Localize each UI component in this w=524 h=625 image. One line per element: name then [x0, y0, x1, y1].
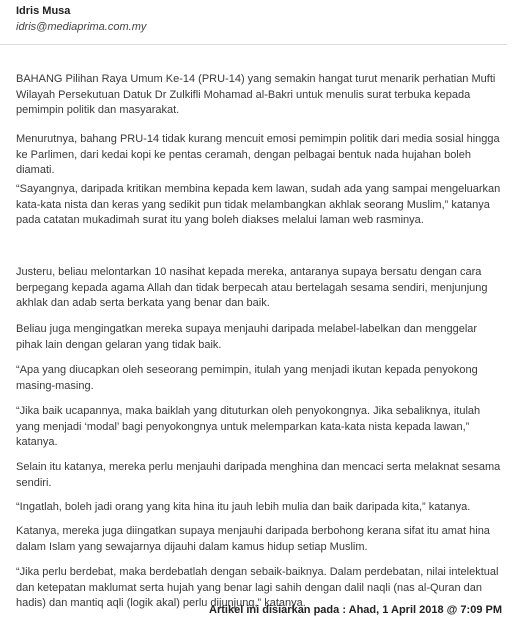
article-paragraph: “Jika perlu berdebat, maka berdebatlah dengan sebaik-baiknya. Dalam perdebatan, nilai intelektual dan ketepatan maklumat serta hujah yang benar lagi sahih dengan dalil naqli (nas al-Quran dan hadis) dan mantiq aqli (logik akal) perlu dijunjung,” katanya. — [16, 566, 499, 610]
author-name[interactable]: Idris Musa — [16, 5, 71, 17]
article-paragraph: Justeru, beliau melontarkan 10 nasihat kepada mereka, antaranya supaya bersatu dengan cara berpegang kepada agama Allah dan tidak berpecah atau bertelagah sesama sendiri, menjunjung akhlak dan adab serta berkata yang benar dan baik. — [16, 266, 488, 310]
article-paragraph: Katanya, mereka juga diingatkan supaya menjauhi daripada berbohong kerana sifat itu amat hina dalam Islam yang sewajarnya dijauhi dalam kamus hidup setiap Muslim. — [16, 525, 490, 553]
article-paragraph: Menurutnya, bahang PRU-14 tidak kurang mencuit emosi pemimpin politik dari media sosial hingga ke Parlimen, dari kedai kopi ke pentas ceramah, dengan pelbagai bentuk nada hujahan boleh diamati. — [16, 133, 500, 177]
article-paragraph: “Sayangnya, daripada kritikan membina kepada kem lawan, sudah ada yang sampai mengeluarkan kata-kata nista dan keras yang sedikit pun tidak melambangkan akhlak seorang Muslim,” katanya pada catatan mukadimah surat itu yang boleh diakses melalui laman web rasminya. — [16, 183, 501, 227]
article-paragraph: “Ingatlah, boleh jadi orang yang kita hina itu jauh lebih mulia dan baik daripada kita,” katanya. — [16, 501, 471, 513]
article-paragraph: “Apa yang diucapkan oleh seseorang pemimpin, itulah yang menjadi ikutan kepada penyokong masing-masing. — [16, 364, 478, 392]
article-paragraph: Beliau juga mengingatkan mereka supaya menjauhi daripada melabel-labelkan dan menggelar pihak lain dengan gelaran yang tidak baik. — [16, 323, 478, 351]
article-paragraph: “Jika baik ucapannya, maka baiklah yang dituturkan oleh penyokongnya. Jika sebaliknya, itulah yang menjadi ‘modal’ bagi penyokongnya untuk melemparkan kata-kata nista kepada lawan,” katanya. — [16, 405, 481, 449]
author-email[interactable]: idris@mediaprima.com.my — [16, 21, 147, 33]
author-box — [0, 0, 507, 45]
article-paragraph: Selain itu katanya, mereka perlu menjauhi daripada menghina dan mencaci serta melaknat sesama sendiri. — [16, 461, 501, 489]
publish-date: Artikel ini disiarkan pada : Ahad, 1 April 2018 @ 7:09 PM — [209, 604, 502, 616]
article-paragraph: BAHANG Pilihan Raya Umum Ke-14 (PRU-14) yang semakin hangat turut menarik perhatian Mufti Wilayah Persekutuan Datuk Dr Zulkifli Mohamad al-Bakri untuk menulis surat terbuka kepada pemimpin politik dan masyarakat. — [16, 73, 496, 117]
